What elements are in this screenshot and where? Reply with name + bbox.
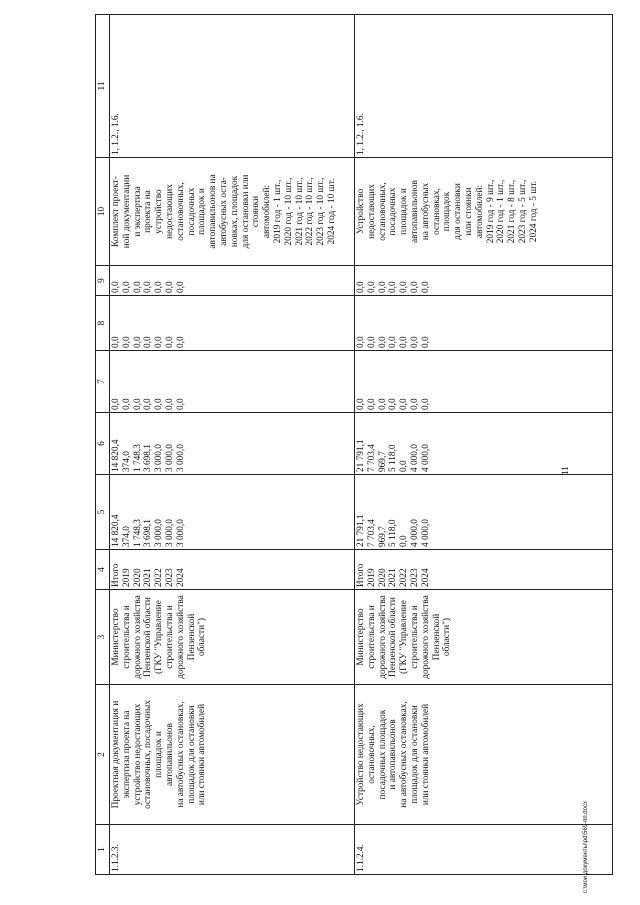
other-sources-cell: [110, 266, 355, 296]
amount-value: 4 000,0: [409, 444, 420, 472]
amount-value: 0,0: [409, 398, 420, 410]
amount-value: 14 820,4: [111, 439, 121, 472]
text-line: Устройство недостающих: [356, 703, 366, 806]
text-line: на автобусных остановках,: [399, 701, 410, 808]
row-number: 1.1.2.4.: [355, 825, 613, 875]
header-cell: 11: [96, 15, 110, 158]
expected-result-cell: [110, 158, 355, 266]
page-number: 11: [560, 466, 570, 475]
text-line: новках, площадок: [229, 175, 240, 248]
text-line: области"): [442, 618, 453, 656]
text-line: остановочных,: [175, 182, 186, 241]
amount-value: 0,0: [175, 281, 186, 293]
text-line: Министерство: [111, 608, 121, 666]
regional-budget-cell: [355, 413, 613, 475]
text-line: или стоянки автомобилей: [420, 703, 431, 806]
amount-value: 0,0: [154, 336, 165, 348]
row-number: 1.1.2.3.: [110, 825, 355, 875]
year-value: 2021: [143, 568, 154, 587]
amount-value: 3 000,0: [154, 444, 165, 472]
amount-value: 0,0: [409, 281, 420, 293]
text-line: и экспертиза: [132, 186, 143, 237]
header-cell: 4: [96, 550, 110, 590]
federal-budget-cell: [110, 351, 355, 413]
amount-value: 3 000,0: [164, 519, 175, 547]
text-line: 2024 год - 5 шт.: [528, 180, 539, 243]
year-value: 2024: [420, 568, 431, 587]
text-line: строительства и: [164, 605, 175, 669]
text-line: посадочных: [186, 187, 197, 236]
amount-value: 0,0: [388, 281, 399, 293]
amount-value: 5 118,0: [388, 519, 399, 547]
amount-value: 0,0: [175, 398, 186, 410]
expected-result-cell: [355, 158, 613, 266]
amount-value: 0,0: [356, 336, 366, 348]
year-value: 2024: [175, 568, 186, 587]
text-line: области"): [197, 618, 208, 656]
text-line: остановочных,: [366, 725, 377, 784]
text-line: Пензенской области: [143, 597, 154, 677]
text-line: Устройство: [356, 188, 366, 235]
program-activities-table: [95, 14, 613, 875]
local-budget-cell: [110, 296, 355, 351]
amount-value: 0,0: [399, 398, 410, 410]
amount-value: 1 748,3: [132, 444, 143, 472]
year-value: 2020: [132, 568, 143, 587]
header-row: [96, 15, 110, 875]
text-line: Проектная документация и: [111, 700, 121, 809]
header-cell: 6: [96, 413, 110, 475]
amount-value: 4 000,0: [409, 519, 420, 547]
amount-value: 4 000,0: [420, 444, 431, 472]
text-line: 2023 год - 10 шт.,: [316, 177, 327, 246]
amount-value: 0,0: [377, 398, 388, 410]
activity-name-cell: [355, 685, 613, 825]
amount-value: 0,0: [154, 398, 165, 410]
amount-value: 5 118,0: [388, 444, 399, 472]
amount-value: 0,0: [366, 281, 377, 293]
text-line: 2023 год - 5 шт.,: [517, 179, 528, 244]
text-line: ной документации: [121, 174, 132, 249]
amount-value: 0,0: [420, 281, 431, 293]
other-sources-cell: [355, 266, 613, 296]
text-line: 2021 год - 10 шт.,: [294, 177, 305, 246]
text-line: автобусных оста-: [218, 177, 229, 246]
amount-value: 3 698,1: [143, 519, 154, 547]
year-value: 2022: [399, 568, 410, 587]
amount-value: 3 000,0: [154, 519, 165, 547]
text-line: 2020 год - 10 шт.,: [283, 177, 294, 246]
amount-value: 3 000,0: [175, 444, 186, 472]
footer-file-path: c:\мои документы\pd\569-пп.docx: [583, 801, 589, 893]
text-line: недостающих: [164, 184, 175, 239]
amount-value: 0,0: [366, 336, 377, 348]
amount-value: 0,0: [399, 336, 410, 348]
text-line: проекта на: [143, 190, 154, 233]
text-line: площадок для остановки: [186, 705, 197, 804]
text-line: (ГКУ "Управление: [399, 600, 410, 674]
executor-cell: [110, 590, 355, 685]
text-line: 2024 год - 10 шт.: [326, 178, 337, 245]
text-line: 2021 год - 8 шт.,: [507, 179, 518, 244]
text-line: строительства и: [121, 605, 132, 669]
amount-value: 0,0: [132, 336, 143, 348]
amount-value: 0,0: [420, 336, 431, 348]
text-line: площадок: [442, 191, 453, 232]
year-value: 2020: [377, 568, 388, 587]
text-line: устройство недостающих: [132, 703, 143, 806]
text-line: (ГКУ "Управление: [154, 600, 165, 674]
federal-budget-cell: [355, 351, 613, 413]
table-body: [110, 15, 613, 875]
text-line: автопавильонов: [409, 180, 420, 243]
table-row: [355, 15, 613, 875]
amount-value: 0,0: [356, 398, 366, 410]
text-line: или стоянки: [463, 187, 474, 236]
header-cell: 10: [96, 158, 110, 266]
amount-value: 7 703,4: [366, 519, 377, 547]
amount-value: 0,0: [143, 398, 154, 410]
amount-value: 3 698,1: [143, 444, 154, 472]
amount-value: 969,7: [377, 526, 388, 547]
text-line: автопавильонов: [164, 723, 175, 786]
text-line: площадок и: [197, 188, 208, 235]
amount-value: 0,0: [121, 336, 132, 348]
amount-value: 0,0: [164, 336, 175, 348]
text-line: 2019 год - 1 шт.,: [272, 179, 283, 244]
amount-value: 0,0: [388, 398, 399, 410]
header-cell: 8: [96, 296, 110, 351]
amount-value: 0,0: [121, 398, 132, 410]
text-line: или стоянки автомобилей: [197, 703, 208, 806]
text-line: недостающих: [366, 184, 377, 239]
header-cell: 1: [96, 825, 110, 875]
text-line: площадок для остановки: [409, 705, 420, 804]
amount-value: 21 791,1: [356, 439, 366, 472]
amount-value: 4 000,0: [420, 519, 431, 547]
text-line: остановочных,: [377, 182, 388, 241]
table-row: [110, 15, 355, 875]
text-line: Пензенской: [186, 613, 197, 661]
text-line: остановках,: [431, 188, 442, 235]
year-value: 2023: [409, 568, 420, 587]
year-value: 2019: [121, 568, 132, 587]
text-line: Пензенской области: [388, 597, 399, 677]
year-value: 2022: [154, 568, 165, 587]
amount-value: 0,0: [164, 281, 175, 293]
amount-value: 374,0: [121, 451, 132, 472]
text-line: автомобилей:: [262, 184, 273, 239]
amount-value: 0,0: [388, 336, 399, 348]
amount-value: 0,0: [132, 398, 143, 410]
amount-value: 0,0: [111, 398, 121, 410]
indicator-reference-cell: 1, 1.2., 1.6.: [110, 15, 355, 158]
amount-value: 0,0: [175, 336, 186, 348]
text-line: автопавильонов на: [208, 174, 219, 249]
text-line: устройство: [154, 189, 165, 234]
header-cell: 2: [96, 685, 110, 825]
text-line: Пензенской: [431, 613, 442, 661]
amount-value: 0,0: [154, 281, 165, 293]
year-value: 2021: [388, 568, 399, 587]
amount-value: 0,0: [399, 535, 410, 547]
amount-value: 3 000,0: [164, 444, 175, 472]
amount-value: 0,0: [399, 460, 410, 472]
activity-name-cell: [110, 685, 355, 825]
regional-budget-cell: [110, 413, 355, 475]
amount-value: 0,0: [143, 336, 154, 348]
text-line: для остановки: [453, 183, 464, 240]
text-line: строительства и: [409, 605, 420, 669]
header-cell: 9: [96, 266, 110, 296]
amount-value: 0,0: [356, 281, 366, 293]
amount-value: 0,0: [164, 398, 175, 410]
text-line: 2020 год - 1 шт.,: [496, 179, 507, 244]
text-line: экспертиза проекта на: [121, 710, 132, 799]
amount-value: 7 703,4: [366, 444, 377, 472]
total-funding-cell: [355, 475, 613, 550]
local-budget-cell: [355, 296, 613, 351]
header-cell: 5: [96, 475, 110, 550]
text-line: автомобилей:: [474, 184, 485, 239]
text-line: площадок и: [154, 731, 165, 778]
amount-value: 374,0: [121, 526, 132, 547]
text-line: 2019 год - 9 шт.,: [485, 179, 496, 244]
amount-value: 0,0: [132, 281, 143, 293]
rotated-table-container: [95, 15, 610, 875]
amount-value: 21 791,1: [356, 514, 366, 547]
text-line: 2022 год - 10 шт.,: [305, 177, 316, 246]
year-value: Итого: [356, 563, 366, 587]
years-cell: [110, 550, 355, 590]
amount-value: 0,0: [377, 281, 388, 293]
amount-value: 0,0: [121, 281, 132, 293]
text-line: Министерство: [356, 608, 366, 666]
text-line: стоянки: [251, 195, 262, 228]
amount-value: 0,0: [399, 281, 410, 293]
text-line: остановочных, посадочных: [143, 700, 154, 809]
text-line: площадок и: [399, 188, 410, 235]
amount-value: 969,7: [377, 451, 388, 472]
text-line: на автобусных: [420, 182, 431, 241]
amount-value: 0,0: [377, 336, 388, 348]
text-line: посадочных: [388, 187, 399, 236]
total-funding-cell: [110, 475, 355, 550]
header-cell: 7: [96, 351, 110, 413]
text-line: посадочных площадок: [377, 709, 388, 800]
text-line: дорожного хозяйства: [175, 595, 186, 679]
amount-value: 3 000,0: [175, 519, 186, 547]
text-line: на автобусных остановках,: [175, 701, 186, 808]
text-line: строительства и: [366, 605, 377, 669]
amount-value: 0,0: [111, 336, 121, 348]
amount-value: 14 820,4: [111, 514, 121, 547]
text-line: дорожного хозяйства: [420, 595, 431, 679]
text-line: дорожного хозяйства: [377, 595, 388, 679]
amount-value: 0,0: [111, 281, 121, 293]
amount-value: 0,0: [143, 281, 154, 293]
text-line: для остановки или: [240, 174, 251, 249]
text-line: дорожного хозяйства: [132, 595, 143, 679]
years-cell: [355, 550, 613, 590]
amount-value: 1 748,3: [132, 519, 143, 547]
amount-value: 0,0: [409, 336, 420, 348]
year-value: 2023: [164, 568, 175, 587]
indicator-reference-cell: 1, 1.2., 1.6.: [355, 15, 613, 158]
text-line: Комплект проект-: [111, 176, 121, 247]
header-cell: 3: [96, 590, 110, 685]
amount-value: 0,0: [420, 398, 431, 410]
amount-value: 0,0: [366, 398, 377, 410]
executor-cell: [355, 590, 613, 685]
year-value: Итого: [111, 563, 121, 587]
text-line: и автопавильонов: [388, 719, 399, 790]
year-value: 2019: [366, 568, 377, 587]
